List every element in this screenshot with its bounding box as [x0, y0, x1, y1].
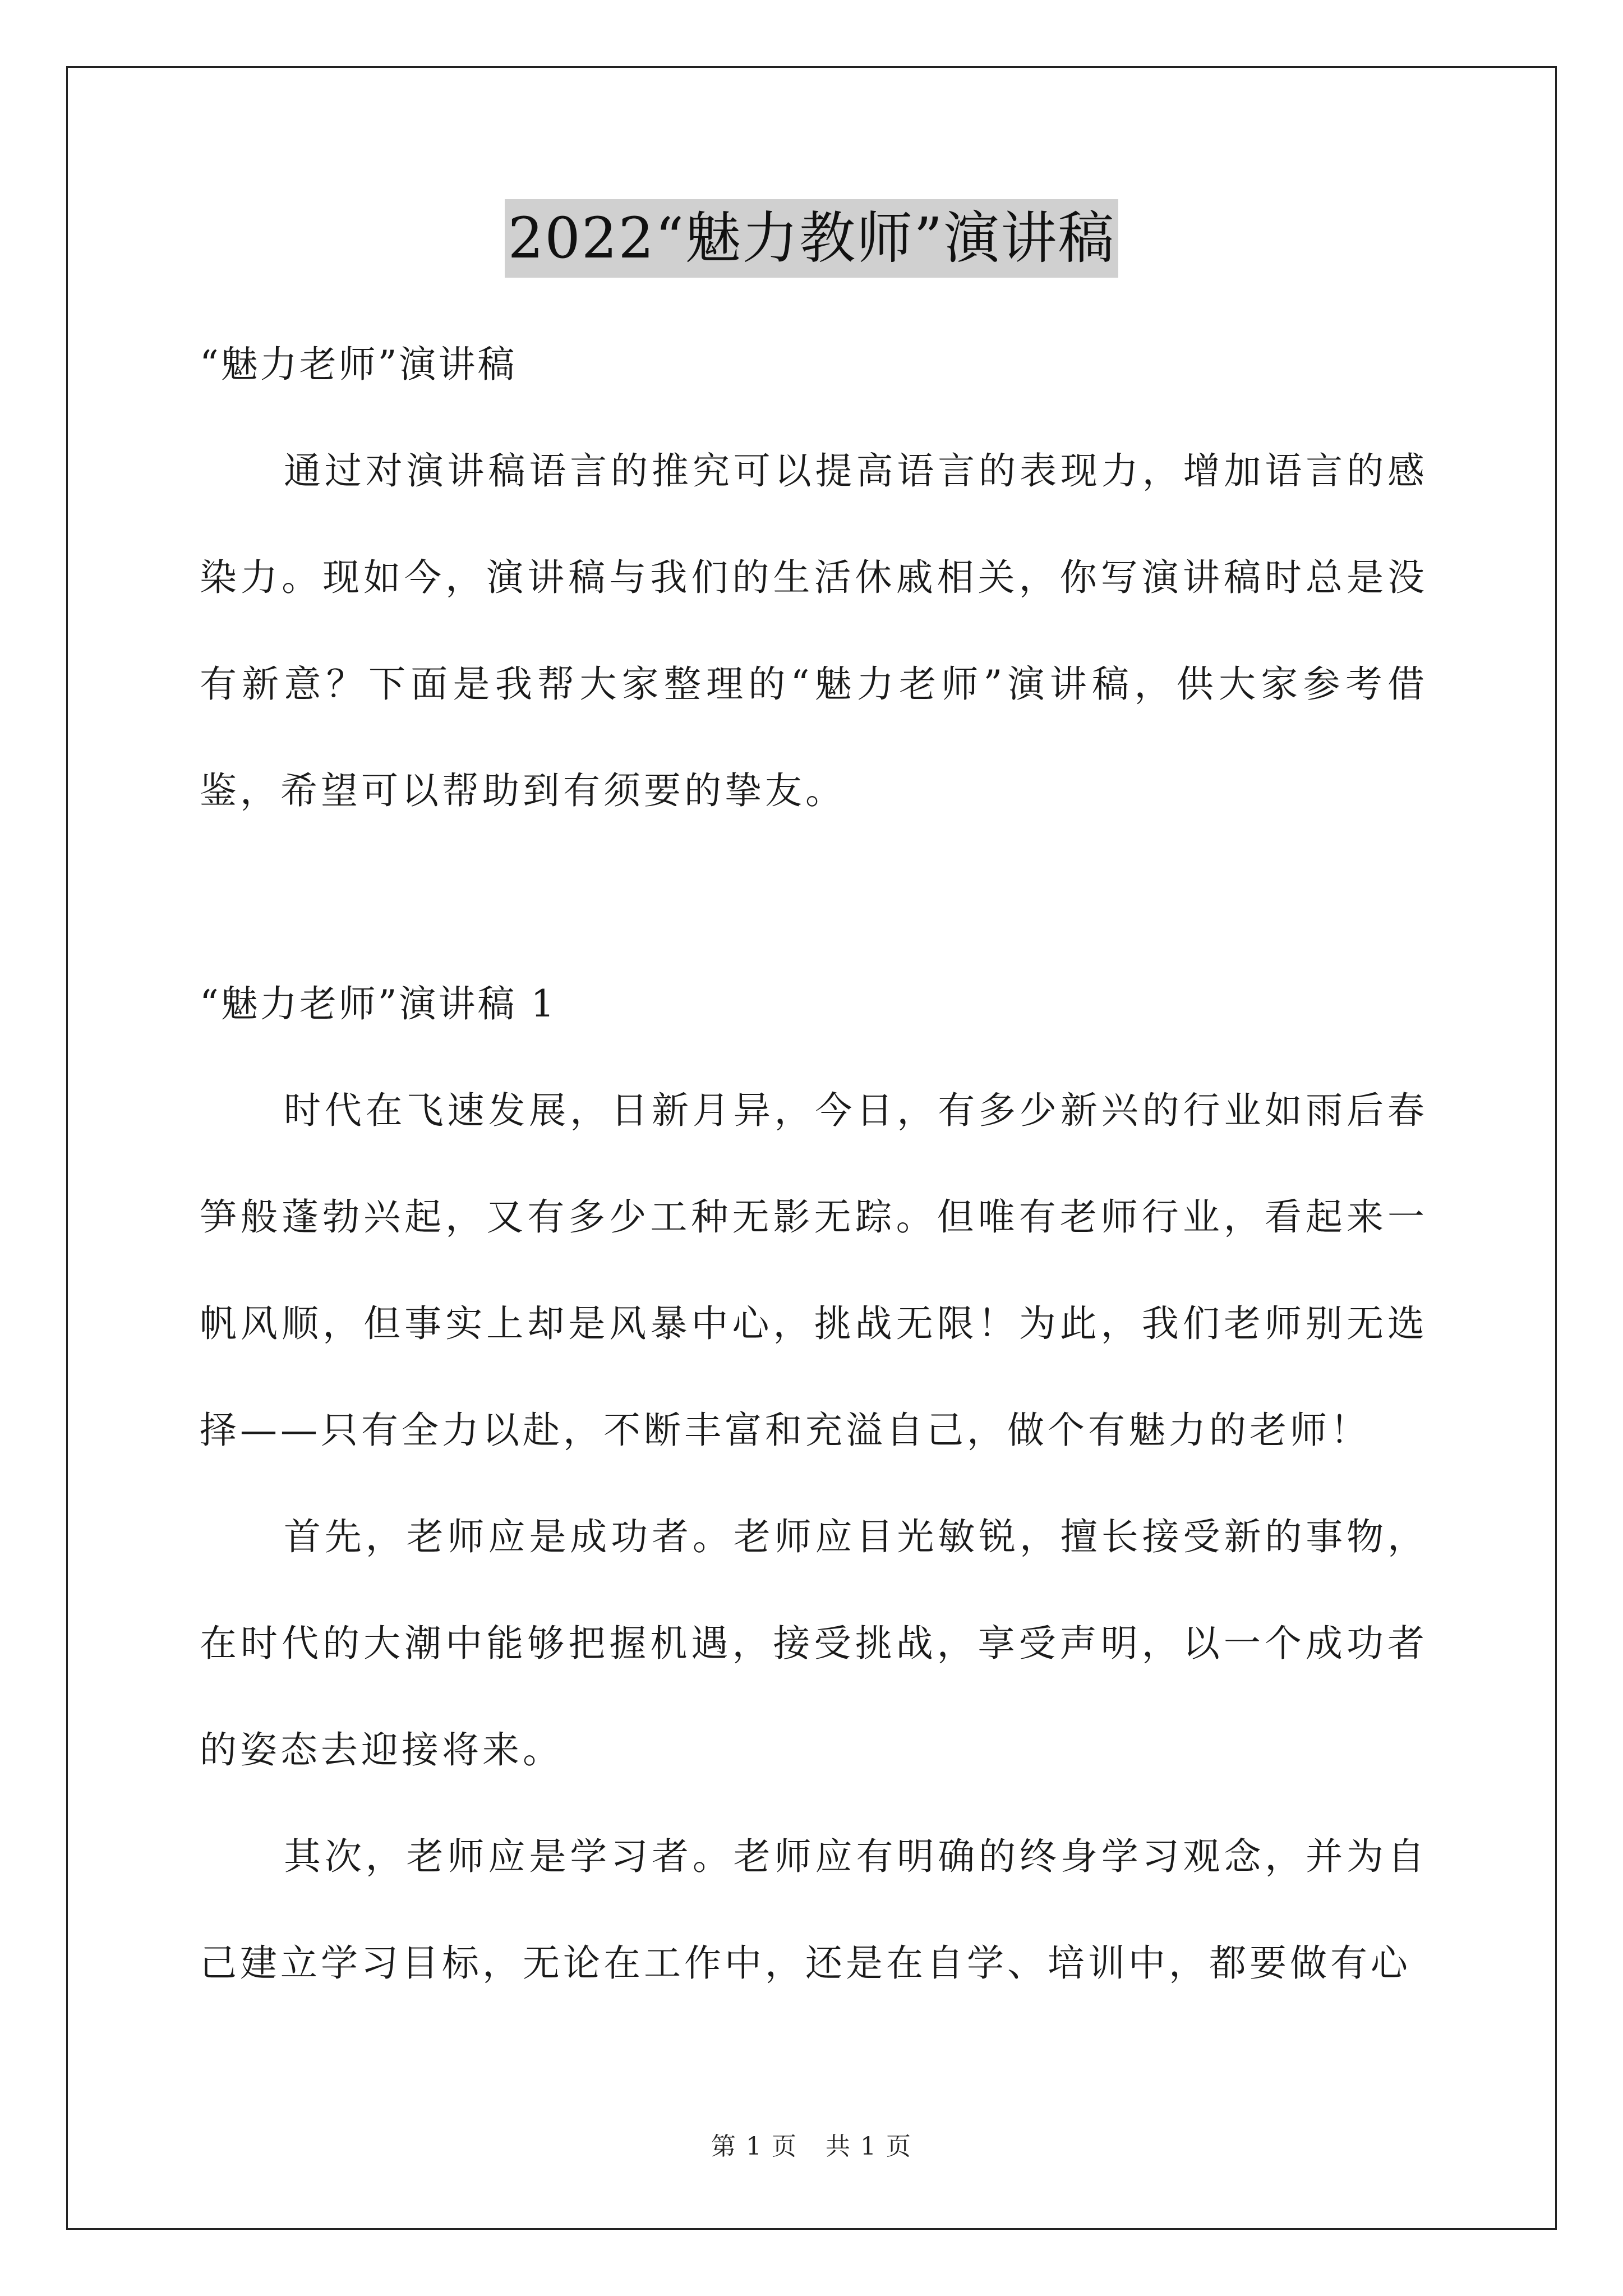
- intro-heading: “魅力老师”演讲稿: [200, 343, 517, 386]
- body-paragraph-1: 时代在飞速发展，日新月异，今日，有多少新兴的行业如雨后春笋般蓬勃兴起，又有多少工种无影无踪。但唯有老师行业，看起来一帆风顺，但事实上却是风暴中心，挑战无限！为此，我们老师别无选择——只有全力以赴，不断丰富和充溢自己，做个有魅力的老师！: [200, 1089, 1428, 1452]
- page-number-current: 第 1 页: [711, 2132, 797, 2161]
- body-paragraph-2: 首先，老师应是成功者。老师应目光敏锐，擅长接受新的事物，在时代的大潮中能够把握机遇，接受挑战，享受声明，以一个成功者的姿态去迎接将来。: [200, 1515, 1428, 1772]
- paragraph-spacer: [200, 844, 1428, 951]
- page-number-total: 共 1 页: [826, 2132, 912, 2161]
- document-title: 2022“魅力教师”演讲稿: [505, 199, 1119, 278]
- document-body: [200, 311, 1428, 2017]
- body-paragraph-3: 其次，老师应是学习者。老师应有明确的终身学习观念，并为自己建立学习目标，无论在工作中，还是在自学、培训中，都要做有心: [200, 1835, 1428, 1985]
- page-footer: [0, 2126, 1623, 2162]
- title-container: [0, 199, 1623, 278]
- intro-paragraph: 通过对演讲稿语言的推究可以提高语言的表现力，增加语言的感染力。现如今，演讲稿与我们的生活休戚相关，你写演讲稿时总是没有新意？下面是我帮大家整理的“魅力老师”演讲稿，供大家参考借鉴，希望可以帮助到有须要的挚友。: [200, 449, 1428, 812]
- section-heading: “魅力老师”演讲稿 1: [200, 982, 557, 1025]
